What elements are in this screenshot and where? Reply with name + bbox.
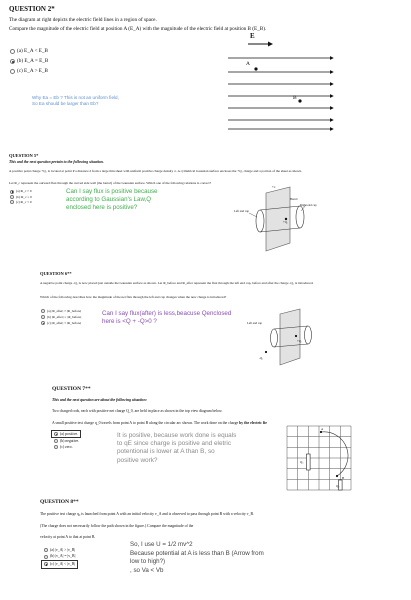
charge-q1-label: +Q₁ [283,220,288,224]
q5-title: QUESTION 5* [9,153,39,158]
charge-q2-label: -Q₂ [259,356,264,360]
right-end-cap-label: Right end cap [300,203,317,207]
q8-note-line: So, I use U = 1/2 mv^2 [130,541,193,548]
q6-title: QUESTION 6** [40,271,72,276]
q5-option-a[interactable]: (a) Φ_c > 0 [10,189,32,194]
q7-option-c[interactable]: (c) zero. [51,444,81,450]
radio-selected-icon[interactable] [44,562,48,566]
point-b-label: B [342,476,345,480]
q6-note: Can I say flux(after) is less,beacuse Qenclosed here is <Q + -Q>0 ? [102,310,232,325]
point-a-label: A [321,427,324,431]
q7-options [51,430,81,450]
q5-paragraph-1: A positive point charge +Q₁ is located at point P a distance d from a large thin sheet with uniform positive charge density σ. A cylindrical Gaussian surface encloses the +Q₁ charge and a portion of the sheet as shown. [9,169,303,173]
left-end-cap-label: Left end cap [247,321,262,325]
charged-rods-grid-diagram [287,426,351,490]
field-lines-diagram [228,40,338,130]
q7-paragraph-1: Two charged rods, each with positive net charge Q_0, are held in place as shown in the top view diagram below. [52,409,223,413]
radio-icon[interactable] [41,309,45,313]
q5-note: Can I say flux is positive because according to Gaussian's Law,Q enclosed here is positive? [66,188,158,211]
q8-note [130,541,330,575]
radio-icon[interactable] [10,69,15,74]
radio-icon[interactable] [10,195,14,199]
q2-option-c[interactable]: (c) E_A > E_B [10,66,48,76]
left-end-cap [256,210,264,232]
q8-paragraph-1: The positive test charge q₀ is launched from point A with an initial velocity v_A and is observed to pass through point B with a velocity v_B. [40,512,254,516]
q2-options [10,46,48,76]
circular-arc-path [321,432,348,476]
q8-options [41,547,78,569]
q2-line1: The diagram at right depicts the electric field lines in a region of space. [9,17,157,23]
q2-title: QUESTION 2* [9,5,55,13]
q5-option-b[interactable]: (b) Φ_c = 0 [10,194,32,199]
q6-paragraph-2: Which of the following describes how the magnitude of the net flux through the left end cap changes when the new charge is introduced? [40,295,227,299]
charge-q0-label: Q₀ [300,460,304,464]
charge-q1-dot [295,335,297,337]
q6-paragraph-1: A negative point charge -Q₂ is now placed just outside the Gaussian surface as shown. Let Φ_before and Φ_after represent the flux through the left end cap, before and after the charge -Q₂ is introduced. [40,281,314,285]
radio-selected-icon[interactable] [41,321,45,325]
q6-option-b[interactable]: (b) |Φ_after| = |Φ_before| [41,314,81,320]
q7-paragraph-2: A small positive test charge q_0 travels from point A to point B along the circular arc shown. The work done on the charge by the electric fie [52,421,267,425]
rod-left [307,454,311,470]
q8-option-a[interactable]: (a) |v_A| > |v_B| [41,547,78,554]
q7-option-b[interactable]: (b) negative. [51,438,81,444]
right-end-cap [305,326,312,344]
q5-subtitle: This and the next question pertain to the following situation. [9,160,104,164]
q2-option-b[interactable]: (b) E_A = E_B [10,56,48,66]
q8-title: QUESTION 8** [40,499,79,505]
radio-icon[interactable] [10,200,14,204]
point-a-dot [254,67,257,70]
charged-sheet [280,309,300,365]
q5-option-c[interactable]: (c) Φ_c < 0 [10,200,32,205]
charge-q0-label: Q₀ [336,484,340,488]
radio-icon[interactable] [44,555,48,559]
point-b-dot [298,99,301,102]
q2-line2: Compare the magnitude of the electric field at position A (E_A) with the magnitude of the electric field at position B (E_B). [9,26,267,32]
q8-note-line: , so Va < Vb [130,566,164,574]
label-leader [249,213,257,217]
radio-icon[interactable] [41,315,45,319]
q6-option-c[interactable]: (c) |Φ_after| < |Φ_before| [41,320,81,326]
q7-title: QUESTION 7** [52,386,91,392]
q6-options [41,308,81,326]
point-a-label: A [246,61,250,67]
radio-selected-icon[interactable] [10,59,15,64]
point-b-dot [336,475,338,477]
q2-note: Why Ea = Eb ? This is not an uniform field, So Ea should be larger than Eb? [32,95,119,106]
radio-icon[interactable] [10,49,15,54]
charge-q1-label: +Q₁ [297,339,302,343]
q8-paragraph-3: velocity at point A to that at point B. [40,535,96,539]
q2-option-a[interactable]: (a) E_A < E_B [10,46,48,56]
q8-option-b[interactable]: (b) |v_A| = |v_B| [41,554,78,561]
q5-paragraph-2: Let Φ_c represent the outward flux through the curved side wall (the barrel) of the Gaussian surface. Which one of the following relations is correct? [9,181,212,185]
q8-note-line: low to high?) [130,558,166,566]
q8-paragraph-2: (The charge does not necessarily follow the path shown in the figure.) Compare the magnitude of the [40,524,194,528]
q7-subtitle: This and the next question are about the following situation: [52,398,147,402]
radio-selected-icon[interactable] [54,432,58,436]
radio-icon[interactable] [54,445,58,449]
right-end-cap [296,206,304,228]
charge-q2-dot [265,351,267,353]
sigma-label: +σ [272,185,276,189]
radio-selected-icon[interactable] [10,190,14,194]
q7-note: It is positive, because work done is equals to qE since charge is positive and eletric potentional is lower at A than B, so positive work? [117,432,237,464]
q7-option-a[interactable]: (a) positive. [51,430,81,438]
radio-icon[interactable] [44,548,48,552]
gaussian-cylinder-with-negative-charge [262,308,332,366]
left-end-cap-label: Left end cap [234,209,249,213]
field-label: E [250,32,255,40]
barrel-label: Barrel [290,197,298,201]
point-a-dot [320,431,322,433]
q6-option-a[interactable]: (a) |Φ_after| > |Φ_before| [41,308,81,314]
radio-icon[interactable] [54,439,58,443]
q8-note-line: Because potential at A is less than B (Arrow from [130,549,264,557]
q8-option-c[interactable]: (c) |v_A| < |v_B| [41,560,78,569]
point-b-label: B [293,95,297,101]
left-end-cap [271,329,278,347]
q5-options [10,189,32,205]
